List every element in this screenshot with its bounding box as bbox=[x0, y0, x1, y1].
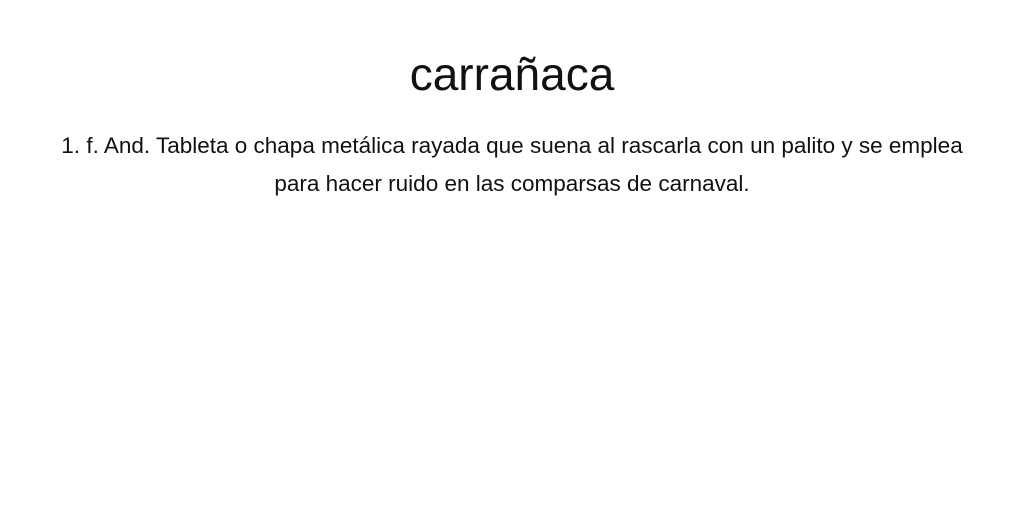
definition-text: 1. f. And. Tableta o chapa metálica rayada que suena al rascarla con un palito y se emplea para hacer ruido en las comparsas de carnaval. bbox=[61, 133, 963, 196]
headword-title: carrañaca bbox=[409, 48, 615, 100]
